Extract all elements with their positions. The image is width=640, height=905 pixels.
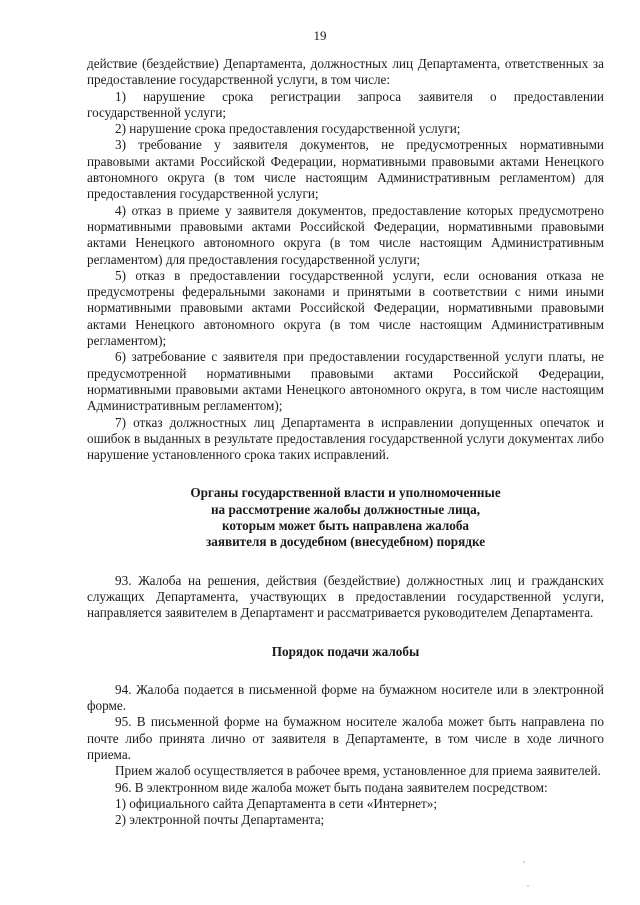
paragraph-95: 95. В письменной форме на бумажном носителе жалоба может быть направлена по почте либо принята лично от заявителя в Департаменте, в том числе в ходе личного приема. — [87, 714, 604, 762]
list-item-electronic-2: 2) электронной почты Департамента; — [115, 812, 325, 828]
paragraph-94: 94. Жалоба подается в письменной форме на бумажном носителе или в электронной форме. — [87, 681, 604, 714]
list-item-2: 2) нарушение срока предоставления государственной услуги; — [115, 121, 461, 137]
heading-line: на рассмотрение жалобы должностные лица, — [210, 501, 481, 517]
paragraph-93: 93. Жалоба на решения, действия (бездействие) должностных лиц и гражданских служащих Департамента, участвующих в предоставлении государственной услуги, направляется заявителем в Департамент и рассматривается руководителем Департамента. — [87, 572, 604, 621]
heading-line: заявителя в досудебном (внесудебном) порядке — [205, 534, 486, 550]
paragraph-intro-continuation: действие (бездействие) Департамента, должностных лиц Департамента, ответственных за предоставление государственной услуги, в том числе: — [87, 56, 604, 88]
page-number: 19 — [313, 28, 327, 43]
list-item-4: 4) отказ в приеме у заявителя документов, предоставление которых предусмотрено нормативными правовыми актами Российской Федерации, нормативными правовыми актами Ненецкого автономного округа (в том числе настоящим Административным регламентом) для предоставления государственной услуги; — [87, 202, 604, 267]
document-body — [87, 56, 604, 828]
heading-line: которым может быть направлена жалоба — [221, 518, 470, 534]
list-item-6: 6) затребование с заявителя при предоставлении государственной услуги платы, не предусмотренной нормативными правовыми актами Российской Федерации, нормативными правовыми актами Ненецкого автономного округа, в том числе настоящим Административным регламентом); — [87, 349, 604, 414]
list-item-electronic-1: 1) официального сайта Департамента в сети «Интернет»; — [115, 795, 438, 811]
list-item-1: 1) нарушение срока регистрации запроса заявителя о предоставлении государственной услуги; — [87, 88, 604, 120]
list-item-5: 5) отказ в предоставлении государственной услуги, если основания отказа не предусмотрены федеральными законами и принятыми в соответствии с ними иными нормативными правовыми актами Российской Федерации, нормативными правовыми актами Ненецкого автономного округа (в том числе настоящим Административным регламентом); — [87, 267, 604, 349]
section-heading-complaint-bodies — [87, 485, 604, 550]
scan-speck — [523, 861, 525, 863]
heading-line: Органы государственной власти и уполномоченные — [190, 485, 501, 501]
scan-speck — [527, 885, 529, 887]
section-heading-complaint-procedure: Порядок подачи жалобы — [271, 643, 420, 659]
paragraph-reception-hours: Прием жалоб осуществляется в рабочее время, установленное для приема заявителей. — [115, 763, 601, 779]
paragraph-96: 96. В электронном виде жалоба может быть подана заявителем посредством: — [115, 779, 548, 795]
list-item-7: 7) отказ должностных лиц Департамента в исправлении допущенных опечаток и ошибок в выданных в результате предоставления государственной услуги документах либо нарушение установленного срока таких исправлений. — [87, 414, 604, 463]
list-item-3: 3) требование у заявителя документов, не предусмотренных нормативными правовыми актами Российской Федерации, нормативными правовыми актами Ненецкого автономного округа (в том числе настоящим Административным регламентом) для предоставления государственной услуги; — [87, 137, 604, 202]
